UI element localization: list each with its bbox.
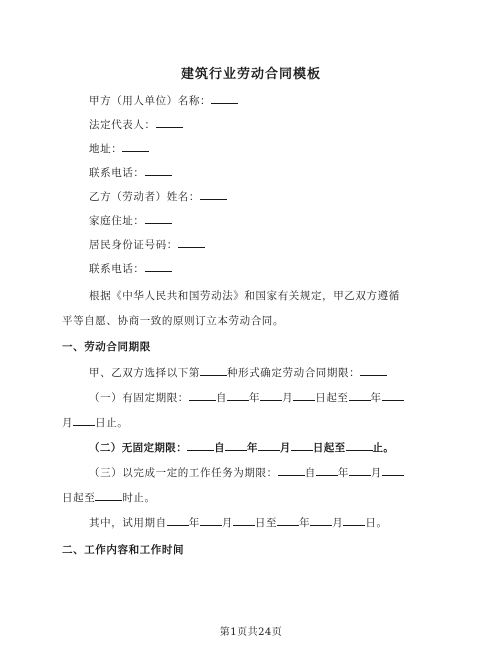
blank: [233, 515, 255, 526]
party-a-name-line: [89, 93, 238, 108]
day-from-text: 日起至: [62, 492, 96, 504]
home-address-line: [89, 213, 172, 228]
from-text: 自: [304, 467, 316, 479]
blank: [95, 490, 122, 501]
id-number-line: [89, 237, 205, 252]
blank: [291, 440, 313, 451]
from-text: 自: [215, 392, 228, 404]
address-blank: [122, 141, 149, 152]
probation-label: 其中，试用期自: [89, 517, 167, 529]
blank: [382, 465, 404, 476]
year-text: 年: [337, 467, 349, 479]
legal-rep-label: 法定代表人：: [89, 119, 156, 131]
fixed-term-label: （一）有固定期限：: [89, 392, 189, 404]
blank: [187, 440, 214, 451]
blank: [343, 515, 365, 526]
address-line: [89, 141, 149, 156]
party-b-phone-line: [89, 261, 172, 276]
day-from-text: 日起至: [315, 392, 349, 404]
blank: [277, 515, 299, 526]
term-choice-line: [89, 365, 387, 380]
blank: [349, 465, 371, 476]
blank: [382, 390, 404, 401]
open-term-label: （二）无固定期限：: [89, 442, 188, 454]
fixed-term-line-2: [62, 415, 128, 430]
end-text: 止。: [372, 442, 395, 454]
term-choice-blank-2: [360, 365, 387, 376]
blank: [189, 390, 216, 401]
address-label: 地址：: [89, 143, 123, 155]
blank: [225, 440, 247, 451]
page-footer: 第1页共24页: [219, 627, 283, 638]
party-b-phone-label: 联系电话：: [89, 263, 145, 275]
blank: [260, 390, 282, 401]
party-a-name-blank: [211, 93, 238, 104]
to-text: 日至: [254, 517, 278, 529]
party-a-phone-blank: [145, 165, 172, 176]
blank: [73, 415, 95, 426]
year-text: 年: [299, 517, 311, 529]
blank: [316, 465, 338, 476]
day-from-text: 日起至: [312, 442, 346, 454]
month-text: 月: [370, 467, 383, 479]
blank: [346, 440, 373, 451]
end-text: 时止。: [122, 492, 156, 504]
year-text: 年: [249, 392, 261, 404]
term-choice-blank: [200, 365, 227, 376]
open-term-line: [89, 440, 394, 455]
term-choice-text-2: 种形式确定劳动合同期限：: [227, 367, 361, 379]
blank: [258, 440, 280, 451]
blank: [167, 515, 189, 526]
month-text: 月: [279, 442, 291, 454]
id-number-blank: [178, 237, 205, 248]
party-a-name-label: 甲方（用人单位）名称：: [89, 95, 212, 107]
month-text: 月: [62, 417, 74, 429]
party-b-name-line: [89, 189, 227, 204]
blank: [349, 390, 371, 401]
party-a-phone-label: 联系电话：: [89, 167, 145, 179]
probation-line: [89, 515, 388, 530]
party-b-name-label: 乙方（劳动者）姓名：: [89, 191, 200, 203]
month-text: 月: [221, 517, 233, 529]
party-a-phone-line: [89, 165, 172, 180]
blank: [278, 465, 305, 476]
id-number-label: 居民身份证号码：: [89, 239, 178, 251]
legal-rep-blank: [156, 117, 183, 128]
blank: [310, 515, 332, 526]
month-text: 月: [332, 517, 344, 529]
home-address-label: 家庭住址：: [89, 215, 145, 227]
from-text: 自: [214, 442, 226, 454]
term-choice-text: 甲、乙双方选择以下第: [89, 367, 200, 379]
month-text: 月: [282, 392, 294, 404]
section-1-heading: 一、劳动合同期限: [62, 341, 151, 353]
year-text: 年: [188, 517, 200, 529]
intro-line-1: 根据《中华人民共和国劳动法》和国家有关规定，甲乙双方遵循: [89, 290, 400, 302]
legal-rep-line: [89, 117, 183, 132]
task-term-line: [89, 465, 404, 480]
blank: [200, 515, 222, 526]
home-address-blank: [145, 213, 172, 224]
fixed-term-line: [89, 390, 404, 405]
year-text: 年: [247, 442, 258, 454]
end-text: 日。: [365, 517, 388, 529]
intro-line-2: 平等自愿、协商一致的原则订立本劳动合同。: [62, 315, 284, 327]
blank: [227, 390, 249, 401]
task-term-label: （三）以完成一定的工作任务为期限：: [89, 467, 278, 479]
task-term-line-2: [62, 490, 156, 505]
year-text: 年: [370, 392, 382, 404]
party-b-phone-blank: [145, 261, 172, 272]
blank: [293, 390, 315, 401]
document-title: 建筑行业劳动合同模板: [180, 67, 321, 82]
day-end-text: 日止。: [95, 417, 129, 429]
section-2-heading: 二、工作内容和工作时间: [62, 544, 185, 556]
party-b-name-blank: [200, 189, 227, 200]
